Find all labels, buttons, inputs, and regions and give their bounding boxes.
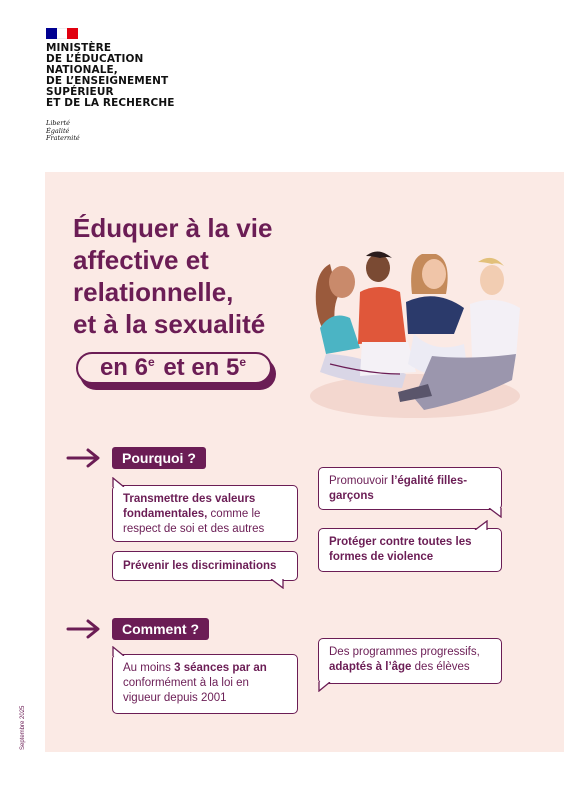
ministry-line: DE L’ENSEIGNEMENT	[46, 75, 169, 87]
page-title	[73, 212, 272, 340]
bubble-bold: Transmettre des valeurs fondamentales,	[123, 493, 256, 520]
ministry-line: MINISTÈRE	[46, 42, 112, 54]
grade-5: et en 5	[156, 354, 240, 381]
speech-bubble-sessions	[112, 654, 298, 714]
motto-line: Égalité	[46, 126, 70, 135]
bubble-tail-icon	[474, 520, 488, 530]
comment-label: Comment ?	[112, 618, 209, 640]
ministry-line: ET DE LA RECHERCHE	[46, 97, 175, 109]
bubble-text: Des programmes progressifs,	[329, 646, 480, 658]
speech-bubble-violence	[318, 528, 502, 572]
bubble-text: comme le respect de soi et des autres	[123, 508, 265, 535]
grade-5-sup: e	[239, 355, 247, 369]
bubble-bold: 3 séances par an	[174, 662, 267, 674]
grades-pill	[76, 352, 272, 384]
bubble-bold: adaptés à l’âge	[329, 661, 412, 673]
bubble-text: conformément à la loi en vigueur depuis 2001	[123, 677, 249, 704]
bubble-tail-icon	[318, 682, 332, 692]
title-line: affective et	[73, 245, 209, 275]
ministry-line: SUPÉRIEUR	[46, 86, 114, 98]
bubble-tail-icon	[112, 477, 126, 487]
bubble-text: Promouvoir	[329, 475, 391, 487]
speech-bubble-discrimination	[112, 551, 298, 581]
bubble-tail-icon	[270, 579, 284, 589]
arrow-right-icon	[66, 617, 102, 641]
pourquoi-label: Pourquoi ?	[112, 447, 206, 469]
ministry-line: NATIONALE,	[46, 64, 118, 76]
publication-date: Septembre 2025	[20, 705, 26, 750]
teenagers-illustration	[302, 246, 528, 424]
bubble-bold: l’égalité filles-garçons	[329, 475, 468, 502]
motto-line: Liberté	[46, 119, 70, 127]
bubble-text: des élèves	[411, 661, 470, 673]
motto-line: Fraternité	[46, 134, 80, 142]
bubble-text: Au moins	[123, 662, 175, 674]
bubble-bold: Prévenir les discriminations	[123, 559, 277, 572]
speech-bubble-programs	[318, 638, 502, 684]
arrow-right-icon	[66, 446, 102, 470]
republic-flag-logo	[46, 28, 78, 39]
bubble-tail-icon	[112, 646, 126, 656]
bubble-bold: Protéger contre toutes les formes de violence	[329, 536, 472, 563]
title-line: relationnelle,	[73, 277, 234, 307]
title-line: Éduquer à la vie	[73, 213, 273, 243]
grade-6-sup: e	[147, 355, 155, 369]
ministry-name	[46, 43, 174, 109]
grade-6: en 6	[99, 354, 148, 381]
bubble-tail-icon	[488, 508, 502, 518]
speech-bubble-equality	[318, 467, 502, 510]
speech-bubble-values	[112, 485, 298, 542]
republic-motto	[46, 120, 80, 143]
title-line: et à la sexualité	[73, 309, 266, 339]
ministry-line: DE L’ÉDUCATION	[46, 53, 144, 65]
